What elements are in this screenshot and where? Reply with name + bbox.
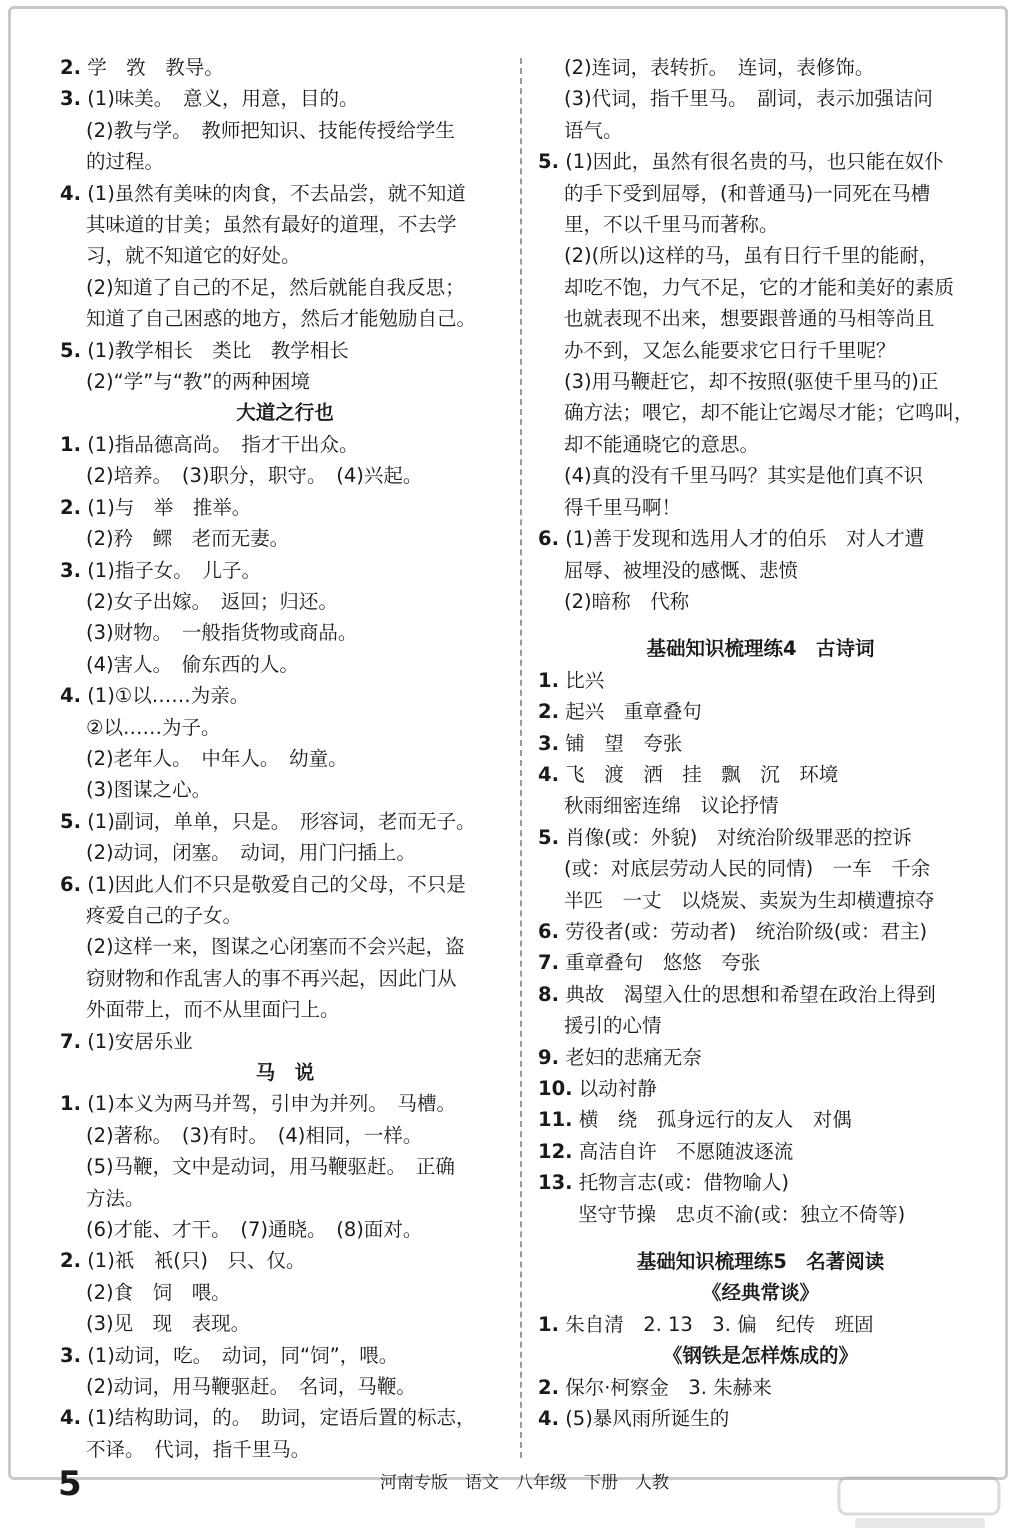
answer-continuation: 外面带上，而不从里面闩上。 <box>86 998 340 1022</box>
answer-item <box>60 869 510 900</box>
section-heading: 马 说 <box>255 1061 315 1084</box>
answer-item <box>60 1402 510 1433</box>
answer-item <box>538 696 983 727</box>
answer-continuation: (5)马鞭，文中是动词，用马鞭驱赶。 正确 <box>86 1155 455 1179</box>
answer-continuation: (4)害人。 偷东西的人。 <box>86 652 299 676</box>
answer-continuation: (2)动词，闭塞。 动词，用门闩插上。 <box>86 841 416 865</box>
item-number: 6. <box>538 919 559 943</box>
answer-continuation: 却吃不饱，力气不足，它的才能和美好的素质 <box>564 275 955 299</box>
answer-continuation: 秋雨细密连绵 议论抒情 <box>564 794 779 818</box>
item-number: 9. <box>538 1045 559 1069</box>
page-number: 5 <box>58 1464 82 1504</box>
item-text: 老妇的悲痛无奈 <box>565 1045 702 1069</box>
answer-continuation: 得千里马啊！ <box>564 495 682 519</box>
answer-continuation: 其味道的甘美；虽然有最好的道理，不去学 <box>86 213 457 237</box>
item-text: (1)味美。 意义，用意，目的。 <box>87 87 359 111</box>
answer-item <box>538 1042 983 1073</box>
answer-item <box>60 492 510 523</box>
item-text: (5)暴风雨所诞生的 <box>565 1407 730 1431</box>
item-number: 8. <box>538 982 559 1006</box>
answer-continuation: (2)培养。 (3)职分，职守。 (4)兴起。 <box>86 464 423 488</box>
answer-item <box>60 178 510 209</box>
item-text: (1)指子女。 儿子。 <box>87 558 262 582</box>
answer-item <box>538 822 983 853</box>
item-text: 飞 渡 洒 挂 飘 沉 环境 <box>565 762 839 786</box>
item-text: 起兴 重章叠句 <box>565 700 702 724</box>
item-number: 7. <box>60 1029 81 1053</box>
item-number: 1. <box>538 668 559 692</box>
item-number: 12. <box>538 1139 573 1163</box>
item-text: (1)教学相长 类比 教学相长 <box>87 338 349 362</box>
answer-continuation: (2)动词，用马鞭驱赶。 名词，马鞭。 <box>86 1375 416 1399</box>
answer-continuation: (2)这样一来，图谋之心闭塞而不会兴起，盗 <box>86 935 465 959</box>
answer-item <box>60 806 510 837</box>
item-text: (1)动词，吃。 动词，同“饲”，喂。 <box>87 1343 399 1367</box>
item-text: 学 敩 教导。 <box>87 56 224 79</box>
item-text: (1)因此人们不只是敬爱自己的父母，不只是 <box>87 872 466 896</box>
answer-item <box>538 1309 983 1340</box>
answer-continuation: (或：对底层劳动人民的同情) 一车 千余 <box>564 857 931 881</box>
item-number: 3. <box>538 731 559 755</box>
answer-continuation: 确方法；喂它，却不能让它竭尽才能；它鸣叫， <box>564 401 974 425</box>
answer-item <box>538 1403 983 1434</box>
answer-continuation: (2)著称。 (3)有时。 (4)相同，一样。 <box>86 1123 423 1147</box>
item-text: 保尔·柯察金 3. 朱赫来 <box>565 1375 772 1399</box>
item-text: 典故 渴望入仕的思想和希望在政治上得到 <box>565 982 936 1006</box>
item-text: 劳役者(或：劳动者) 统治阶级(或：君主) <box>565 919 928 943</box>
item-text: (1)本义为两马并驾，引申为并列。 马槽。 <box>87 1092 457 1116</box>
section-heading: 《钢铁是怎样炼成的》 <box>662 1344 858 1368</box>
item-text: 高洁自许 不愿随波逐流 <box>578 1139 794 1163</box>
answer-item <box>60 429 510 460</box>
item-text: 以动衬静 <box>578 1077 657 1100</box>
item-number: 2. <box>538 1375 559 1399</box>
answer-continuation: (2)老年人。 中年人。 幼童。 <box>86 746 348 770</box>
answer-continuation: (3)代词，指千里马。 副词，表示加强诘问 <box>564 87 933 111</box>
answer-item <box>538 523 983 554</box>
item-number: 5. <box>538 825 559 849</box>
item-text: 朱自清 2. 13 3. 偏 纪传 班固 <box>565 1312 874 1336</box>
item-text: 肖像(或：外貌) 对统治阶级罪恶的控诉 <box>565 825 912 849</box>
item-number: 4. <box>60 181 81 205</box>
answer-continuation: 窃财物和作乱害人的事不再兴起，因此门从 <box>86 966 457 990</box>
answer-continuation: (3)见 现 表现。 <box>86 1312 251 1336</box>
answer-continuation: 知道了自己困惑的地方，然后才能勉励自己。 <box>86 307 477 331</box>
answer-continuation: ②以……为子。 <box>86 715 221 739</box>
item-number: 6. <box>60 872 81 896</box>
answer-item <box>538 728 983 759</box>
answer-item <box>60 1026 510 1057</box>
answer-continuation: 不译。 代词，指千里马。 <box>86 1437 311 1461</box>
answer-continuation: 援引的心情 <box>564 1014 662 1038</box>
item-text: 铺 望 夸张 <box>565 731 683 755</box>
item-text: (1)祇 衹(只) 只、仅。 <box>87 1249 306 1273</box>
right-column <box>538 52 983 1434</box>
footer-info: 河南专版 语文 八年级 下册 人教 <box>380 1473 669 1493</box>
answer-item <box>538 916 983 947</box>
section-heading: 基础知识梳理练5 名著阅读 <box>636 1250 885 1274</box>
item-number: 4. <box>60 1406 81 1430</box>
answer-item <box>538 979 983 1010</box>
answer-item <box>60 83 510 114</box>
item-text: (1)安居乐业 <box>87 1029 193 1053</box>
item-number: 2. <box>538 700 559 724</box>
answer-item <box>538 1104 983 1135</box>
answer-continuation: (4)真的没有千里马吗？其实是他们真不识 <box>564 464 924 488</box>
answer-continuation: (2)“学”与“教”的两种困境 <box>86 370 311 394</box>
item-number: 3. <box>60 558 81 582</box>
answer-continuation: (2)连词，表转折。 连词，表修饰。 <box>564 56 875 79</box>
item-text: (1)虽然有美味的肉食，不去品尝，就不知道 <box>87 181 466 205</box>
item-number: 1. <box>60 432 81 456</box>
answer-continuation: 办不到，又怎么能要求它日行千里呢？ <box>564 338 896 362</box>
answer-item <box>60 555 510 586</box>
answer-continuation: 语气。 <box>564 118 623 142</box>
item-number: 5. <box>60 338 81 362</box>
answer-item <box>538 146 983 177</box>
answer-continuation: 习，就不知道它的好处。 <box>86 244 301 268</box>
item-number: 13. <box>538 1171 573 1195</box>
item-text: 托物言志(或：借物喻人) <box>578 1171 789 1195</box>
answer-continuation: (2)矜 鳏 老而无妻。 <box>86 527 290 551</box>
answer-continuation: 也就表现不出来，想要跟普通的马相等尚且 <box>564 307 935 331</box>
answer-item <box>60 52 510 83</box>
answer-item <box>60 680 510 711</box>
item-number: 3. <box>60 1343 81 1367</box>
answer-item <box>60 335 510 366</box>
column-divider <box>520 58 522 1458</box>
item-number: 10. <box>538 1077 573 1100</box>
answer-item <box>538 759 983 790</box>
answer-continuation: (2)(所以)这样的马，虽有日行千里的能耐， <box>564 244 939 268</box>
item-text: 比兴 <box>565 668 605 692</box>
section-heading: 大道之行也 <box>236 401 334 425</box>
answer-item <box>538 665 983 696</box>
item-text: (1)因此，虽然有很名贵的马，也只能在奴仆 <box>565 150 944 174</box>
answer-continuation: 里，不以千里马而著称。 <box>564 213 779 237</box>
answer-continuation: 半匹 一丈 以烧炭、卖炭为生却横遭掠夺 <box>564 888 935 912</box>
answer-item <box>538 1167 983 1198</box>
answer-item <box>538 1136 983 1167</box>
section-heading: 《经典常谈》 <box>701 1281 819 1305</box>
answer-continuation: (2)食 饲 喂。 <box>86 1280 231 1304</box>
answer-continuation: (3)图谋之心。 <box>86 778 212 802</box>
answer-continuation: (3)财物。 一般指货物或商品。 <box>86 621 358 645</box>
answer-continuation: 屈辱、被埋没的感慨、悲愤 <box>564 558 799 582</box>
item-number: 4. <box>538 1407 559 1431</box>
item-number: 7. <box>538 951 559 975</box>
answer-item <box>60 1088 510 1119</box>
answer-continuation: (2)教与学。 教师把知识、技能传授给学生 <box>86 118 455 142</box>
item-text: (1)与 举 推举。 <box>87 495 252 519</box>
item-text: 横 绕 孤身远行的友人 对偶 <box>578 1108 852 1132</box>
item-text: (1)①以……为亲。 <box>87 684 250 708</box>
item-text: (1)副词，单单，只是。 形容词，老而无子。 <box>87 809 476 833</box>
item-number: 2. <box>60 495 81 519</box>
item-number: 11. <box>538 1108 573 1132</box>
item-number: 2. <box>60 1249 81 1273</box>
answer-item <box>60 1245 510 1276</box>
left-column <box>60 52 510 1465</box>
item-text: 重章叠句 悠悠 夸张 <box>565 951 761 975</box>
answer-continuation: 却不能通晓它的意思。 <box>564 432 760 456</box>
answer-continuation: (2)女子出嫁。 返回；归还。 <box>86 589 338 613</box>
answer-continuation: 的过程。 <box>86 150 165 174</box>
answer-item <box>60 1340 510 1371</box>
answer-continuation: (6)才能、才干。 (7)通晓。 (8)面对。 <box>86 1218 423 1242</box>
answer-item <box>538 1372 983 1403</box>
answer-continuation: 方法。 <box>86 1186 145 1210</box>
item-number: 4. <box>60 684 81 708</box>
answer-continuation: (2)知道了自己的不足，然后就能自我反思； <box>86 275 465 299</box>
answer-continuation: 疼爱自己的子女。 <box>86 903 243 927</box>
item-number: 4. <box>538 762 559 786</box>
item-number: 3. <box>60 87 81 111</box>
watermark-logo-icon <box>835 1474 1005 1532</box>
answer-continuation: (2)暗称 代称 <box>564 589 690 613</box>
item-number: 1. <box>538 1312 559 1336</box>
item-number: 5. <box>538 150 559 174</box>
section-heading: 基础知识梳理练4 古诗词 <box>646 637 875 661</box>
answer-continuation: 坚守节操 忠贞不渝(或：独立不倚等) <box>578 1202 906 1226</box>
answer-item <box>538 1073 983 1104</box>
item-text: (1)善于发现和选用人才的伯乐 对人才遭 <box>565 527 925 551</box>
item-number: 6. <box>538 527 559 551</box>
item-text: (1)结构助词，的。 助词，定语后置的标志， <box>87 1406 476 1430</box>
answer-continuation: 的手下受到屈辱，(和普通马)一同死在马槽 <box>564 181 931 205</box>
item-text: (1)指品德高尚。 指才干出众。 <box>87 432 359 456</box>
item-number: 5. <box>60 809 81 833</box>
answer-continuation: (3)用马鞭赶它，却不按照(驱使千里马的)正 <box>564 370 939 394</box>
item-number: 1. <box>60 1092 81 1116</box>
item-number: 2. <box>60 56 81 79</box>
answer-item <box>538 947 983 978</box>
